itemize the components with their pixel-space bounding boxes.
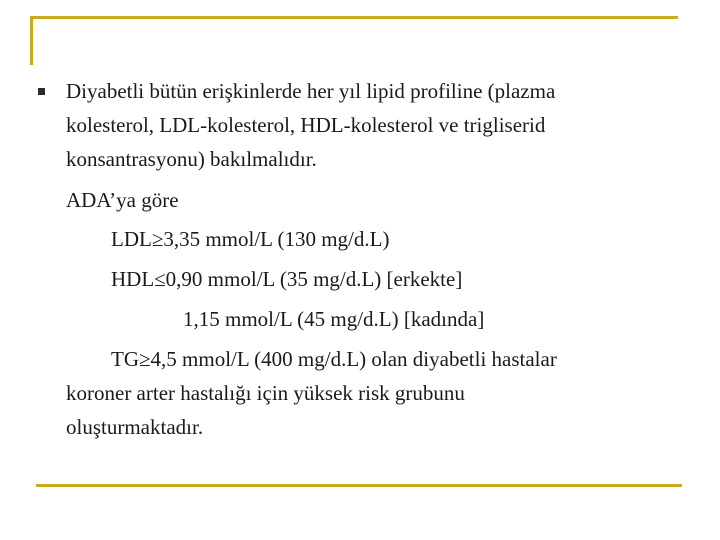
tg-criterion-line-2: koroner arter hastalığı için yüksek risk grubunu bbox=[66, 381, 465, 405]
tg-criterion-line-1: TG≥4,5 mmol/L (400 mg/d.L) olan diyabetli hastalar bbox=[111, 347, 557, 371]
bottom-border-line bbox=[36, 484, 682, 487]
bullet-text-line-1: Diyabetli bütün erişkinlerde her yıl lipid profiline (plazma bbox=[66, 79, 556, 103]
bullet-text-line-2: kolesterol, LDL-kolesterol, HDL-kolesterol ve trigliserid bbox=[66, 113, 546, 137]
bullet-text-line-3: konsantrasyonu) bakılmalıdır. bbox=[66, 147, 317, 171]
top-border-line bbox=[30, 16, 678, 19]
left-border-line bbox=[30, 16, 33, 65]
ada-heading: ADA’ya göre bbox=[66, 188, 179, 212]
tg-criterion-line-3: oluşturmaktadır. bbox=[66, 415, 204, 439]
ldl-criterion: LDL≥3,35 mmol/L (130 mg/d.L) bbox=[111, 227, 390, 251]
bullet-square-icon bbox=[38, 88, 45, 95]
hdl-criterion-male: HDL≤0,90 mmol/L (35 mg/d.L) [erkekte] bbox=[111, 267, 463, 291]
hdl-criterion-female: 1,15 mmol/L (45 mg/d.L) [kadında] bbox=[183, 307, 485, 331]
